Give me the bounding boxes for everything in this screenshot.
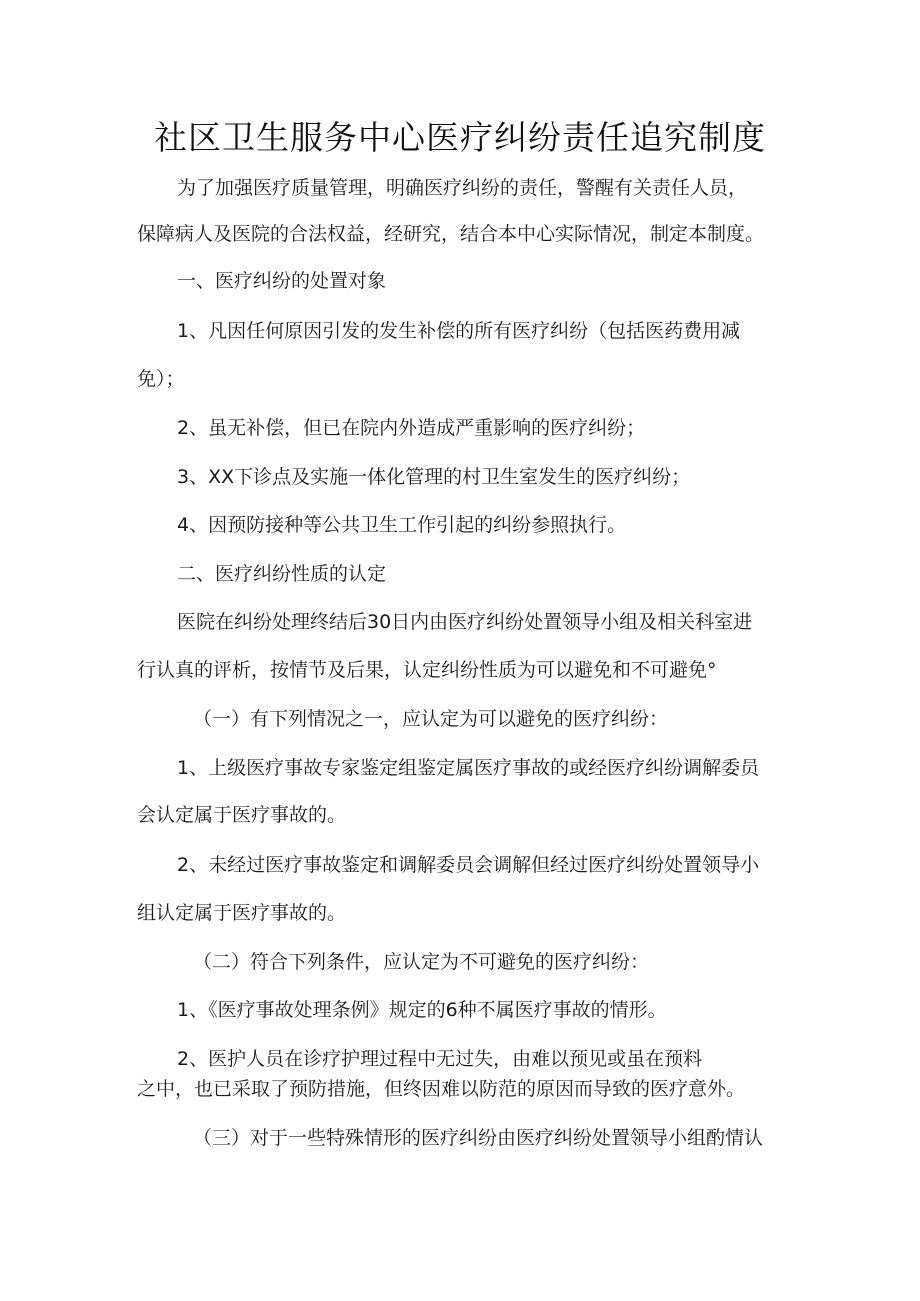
- paragraph-line: 为了加强医疗质量管理，明确医疗纠纷的责任，警醒有关责任人员，: [177, 177, 748, 199]
- section-heading: 二、医疗纠纷性质的认定: [177, 563, 387, 585]
- paragraph-line: 会认定属于医疗事故的。: [137, 804, 347, 826]
- paragraph-line: 3、XX下诊点及实施一体化管理的村卫生室发生的医疗纠纷；: [177, 466, 691, 488]
- paragraph-line: 1、《医疗事故处理条例》规定的6种不属医疗事故的情形。: [177, 999, 667, 1021]
- document-title: 社区卫生服务中心医疗纠纷责任追究制度: [154, 118, 766, 157]
- paragraph-line: 4、因预防接种等公共卫生工作引起的纠纷参照执行。: [177, 514, 627, 536]
- paragraph-line: 2、医护人员在诊疗护理过程中无过失，由难以预见或虽在预料: [177, 1048, 703, 1070]
- paragraph-line: 2、虽无补偿，但已在院内外造成严重影响的医疗纠纷；: [177, 417, 646, 439]
- paragraph-line: 1、上级医疗事故专家鉴定组鉴定属医疗事故的或经医疗纠纷调解委员: [177, 757, 760, 779]
- subsection-heading: （三）对于一些特殊情形的医疗纠纷由医疗纠纷处置领导小组酌情认: [193, 1127, 764, 1149]
- paragraph-line: 之中，也已采取了预防措施，但终因难以防范的原因而导致的医疗意外。: [137, 1078, 746, 1100]
- paragraph-line: 行认真的评析，按情节及后果，认定纠纷性质为可以避免和不可避免°: [137, 659, 717, 681]
- paragraph-line: 2、未经过医疗事故鉴定和调解委员会调解但经过医疗纠纷处置领导小: [177, 854, 760, 876]
- paragraph-line: 保障病人及医院的合法权益，经研究，结合本中心实际情况，制定本制度。: [137, 223, 765, 245]
- subsection-heading: （二）符合下列条件，应认定为不可避免的医疗纠纷：: [193, 951, 650, 973]
- section-heading: 一、医疗纠纷的处置对象: [177, 270, 387, 292]
- paragraph-line: 免）；: [137, 368, 185, 390]
- paragraph-line: 1、凡因任何原因引发的发生补偿的所有医疗纠纷（包括医药费用减: [177, 320, 741, 342]
- paragraph-line: 医院在纠纷处理终结后30日内由医疗纠纷处置领导小组及相关科室进: [177, 611, 753, 633]
- subsection-heading: （一）有下列情况之一，应认定为可以避免的医疗纠纷：: [193, 708, 669, 730]
- paragraph-line: 组认定属于医疗事故的。: [137, 902, 347, 924]
